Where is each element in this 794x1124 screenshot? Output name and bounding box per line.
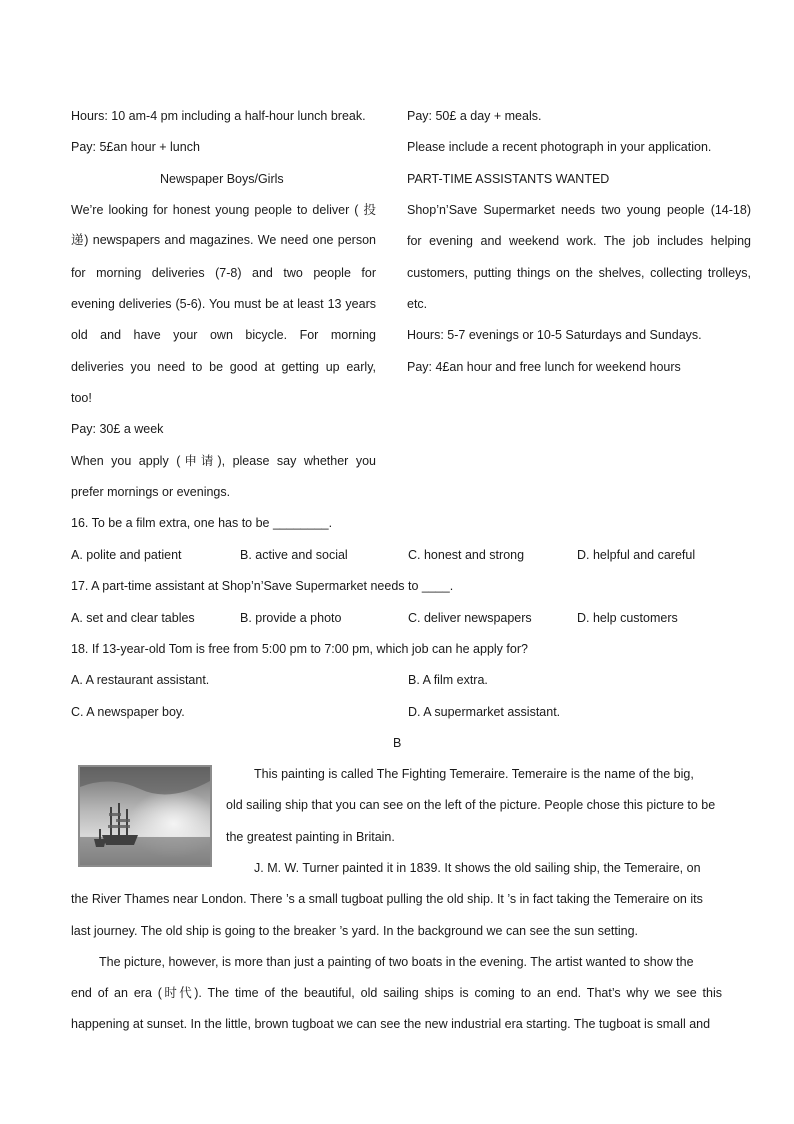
- newspaper-line: old and have your own bicycle. For morning: [71, 328, 376, 342]
- newspaper-heading: Newspaper Boys/Girls: [160, 172, 284, 186]
- option-18c: C. A newspaper boy.: [71, 705, 185, 719]
- right-photo-note: Please include a recent photograph in your application.: [407, 140, 712, 154]
- newspaper-line: too!: [71, 391, 92, 405]
- question-18: 18. If 13-year-old Tom is free from 5:00 pm to 7:00 pm, which job can he apply for?: [71, 642, 528, 656]
- section-b-label: B: [393, 736, 402, 750]
- option-17a: A. set and clear tables: [71, 611, 195, 625]
- option-16b: B. active and social: [240, 548, 348, 562]
- assistants-hours: Hours: 5-7 evenings or 10-5 Saturdays and Sundays.: [407, 328, 702, 342]
- assistants-line: customers, putting things on the shelves, collecting trolleys,: [407, 266, 751, 280]
- question-17: 17. A part-time assistant at Shop’n’Save Supermarket needs to ____.: [71, 579, 454, 593]
- newspaper-line: for morning deliveries (7-8) and two people for: [71, 266, 376, 280]
- apply-line: prefer mornings or evenings.: [71, 485, 231, 499]
- apply-line: When you apply (申请), please say whether you: [71, 454, 376, 468]
- option-17b: B. provide a photo: [240, 611, 342, 625]
- option-16a: A. polite and patient: [71, 548, 182, 562]
- question-16: 16. To be a film extra, one has to be ________.: [71, 516, 333, 530]
- newspaper-line: 递) newspapers and magazines. We need one person: [71, 233, 376, 247]
- newspaper-line: deliveries you need to be good at getting up early,: [71, 360, 376, 374]
- right-pay: Pay: 50£ a day + meals.: [407, 109, 542, 123]
- assistants-line: for evening and weekend work. The job includes helping: [407, 234, 751, 248]
- article-line: happening at sunset. In the little, brown tugboat we can see the new industrial era starting. The tugboat is small and: [71, 1017, 711, 1031]
- article-line: The picture, however, is more than just a painting of two boats in the evening. The artist wanted to show the: [99, 955, 694, 969]
- assistants-line: etc.: [407, 297, 428, 311]
- newspaper-line: evening deliveries (5-6). You must be at least 13 years: [71, 297, 376, 311]
- painting-image: [78, 765, 212, 867]
- assistants-heading: PART-TIME ASSISTANTS WANTED: [407, 172, 610, 186]
- left-pay: Pay: 5£an hour + lunch: [71, 140, 200, 154]
- article-line: This painting is called The Fighting Temeraire. Temeraire is the name of the big,: [254, 767, 694, 781]
- option-16d: D. helpful and careful: [577, 548, 696, 562]
- article-line: end of an era (时代). The time of the beautiful, old sailing ships is coming to an end. That’s why we see this: [71, 986, 722, 1000]
- article-line: the greatest painting in Britain.: [226, 830, 395, 844]
- article-line: J. M. W. Turner painted it in 1839. It shows the old sailing ship, the Temeraire, on: [254, 861, 701, 875]
- option-17c: C. deliver newspapers: [408, 611, 532, 625]
- newspaper-line: We’re looking for honest young people to deliver ( 投: [71, 203, 376, 217]
- option-18d: D. A supermarket assistant.: [408, 705, 561, 719]
- assistants-line: Shop’n’Save Supermarket needs two young people (14-18): [407, 203, 751, 217]
- newspaper-pay: Pay: 30£ a week: [71, 422, 164, 436]
- article-line: old sailing ship that you can see on the left of the picture. People chose this picture to be: [226, 798, 716, 812]
- option-18a: A. A restaurant assistant.: [71, 673, 210, 687]
- left-hours: Hours: 10 am-4 pm including a half-hour lunch break.: [71, 109, 366, 123]
- article-line: last journey. The old ship is going to the breaker ’s yard. In the background we can see the sun setting.: [71, 924, 639, 938]
- article-line: the River Thames near London. There ’s a small tugboat pulling the old ship. It ’s in fact taking the Temeraire on its: [71, 892, 703, 906]
- option-18b: B. A film extra.: [408, 673, 488, 687]
- option-16c: C. honest and strong: [408, 548, 525, 562]
- option-17d: D. help customers: [577, 611, 678, 625]
- assistants-pay: Pay: 4£an hour and free lunch for weekend hours: [407, 360, 681, 374]
